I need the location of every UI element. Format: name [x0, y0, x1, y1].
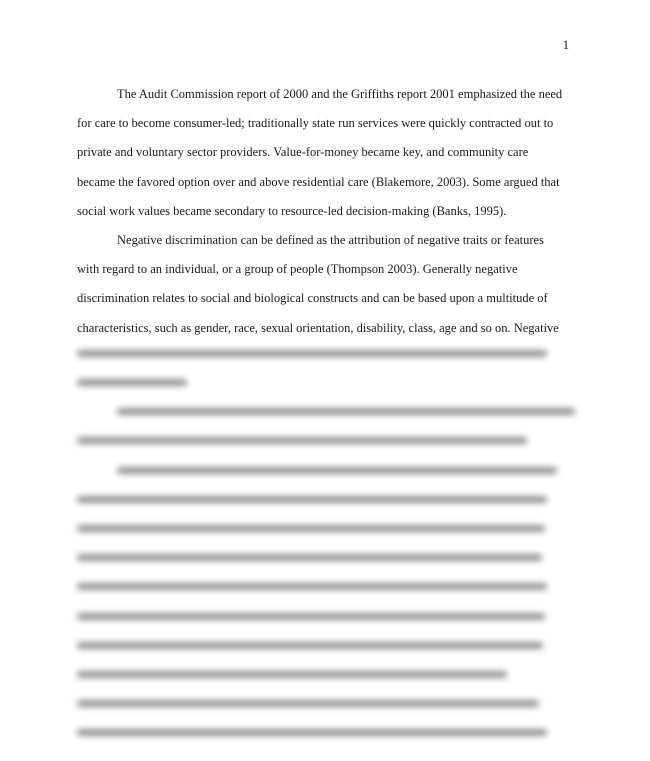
page-number: 1 [562, 38, 569, 52]
text-line: private and voluntary sector providers. Value-for-money became key, and community care [77, 145, 529, 160]
text-line: The Audit Commission report of 2000 and the Griffiths report 2001 emphasized the need [117, 87, 563, 101]
text-line: social work values became secondary to resource-led decision-making (Banks, 1995). [77, 203, 507, 218]
paragraph-audit-commission [77, 80, 577, 226]
document-body [77, 80, 577, 343]
text-line: discrimination relates to social and biological constructs and can be based upon a multitude of [77, 291, 548, 306]
text-line: with regard to an individual, or a group of people (Thompson 2003). Generally negative [77, 262, 518, 277]
text-line: became the favored option over and above residential care (Blakemore, 2003). Some argued that [77, 174, 560, 189]
text-line: Negative discrimination can be defined as the attribution of negative traits or features [117, 233, 544, 248]
paragraph-negative-discrimination [77, 226, 577, 343]
text-line: characteristics, such as gender, race, sexual orientation, disability, class, age and so on. Negative [77, 320, 559, 335]
blurred-preview-region [77, 342, 577, 750]
blurred-text-lines [77, 342, 577, 750]
text-line: for care to become consumer-led; traditionally state run services were quickly contracted out to [77, 116, 554, 131]
